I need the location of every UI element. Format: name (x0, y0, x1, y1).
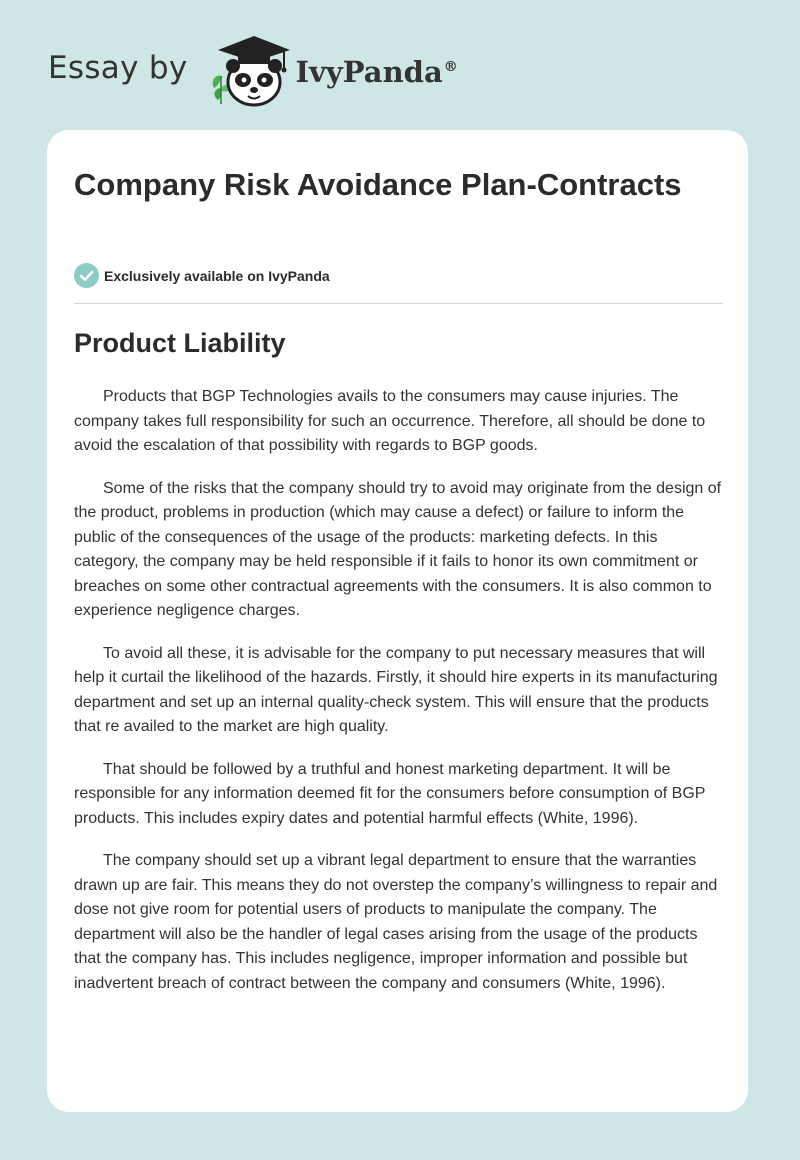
paragraph-3: To avoid all these, it is advisable for the company to put necessary measures that will help it curtail the likelihood of the hazards. Firstly, it should hire experts in its manufacturing department and set up an internal quality-check system. This will ensure that the products that re availed to the market are high quality. (74, 644, 718, 735)
registered-mark: ® (443, 59, 458, 76)
essay-by-label: Essay by (48, 50, 188, 86)
paragraph-1: Products that BGP Technologies avails to the consumers may cause injuries. The company takes full responsibility for such an occurrence. Therefore, all should be done to avoid the escalation of that possibility with regards to BGP goods. (74, 388, 706, 454)
check-circle-icon (74, 263, 99, 288)
divider (74, 303, 723, 304)
paragraph-5: The company should set up a vibrant legal department to ensure that the warranties drawn up are fair. This means they do not overstep the company’s willingness to repair and dose not give room for potential users of products to manipulate the company. The department will also be the handler of legal cases arising from the usage of the products that the company has. This includes negligence, improper information and possible but inadvertent breach of contract between the company and consumers (White, 1996). (74, 852, 718, 992)
exclusive-availability (74, 263, 330, 288)
essay-body (74, 385, 726, 1014)
site-header (48, 30, 458, 110)
page-title: Company Risk Avoidance Plan-Contracts (74, 167, 682, 202)
brand-name[interactable]: IvyPanda® (295, 55, 458, 89)
paragraph-2: Some of the risks that the company should try to avoid may originate from the design of the product, problems in production (which may cause a defect) or failure to inform the public of the consequences of the usage of the products: marketing defects. In this category, the company may be held responsible if it fails to honor its own commitment or breaches on some other contractual agreements with the consumers. It is also common to experience negligence charges. (74, 479, 722, 619)
exclusive-label: Exclusively available on IvyPanda (104, 267, 330, 284)
ivypanda-logo-icon[interactable] (206, 30, 294, 110)
paragraph-4: That should be followed by a truthful and honest marketing department. It will be responsible for any information deemed fit for the consumers before consumption of BGP products. This includes expiry dates and potential harmful effects (White, 1996). (74, 760, 706, 827)
essay-card (47, 130, 748, 1112)
section-heading: Product Liability (74, 328, 286, 358)
